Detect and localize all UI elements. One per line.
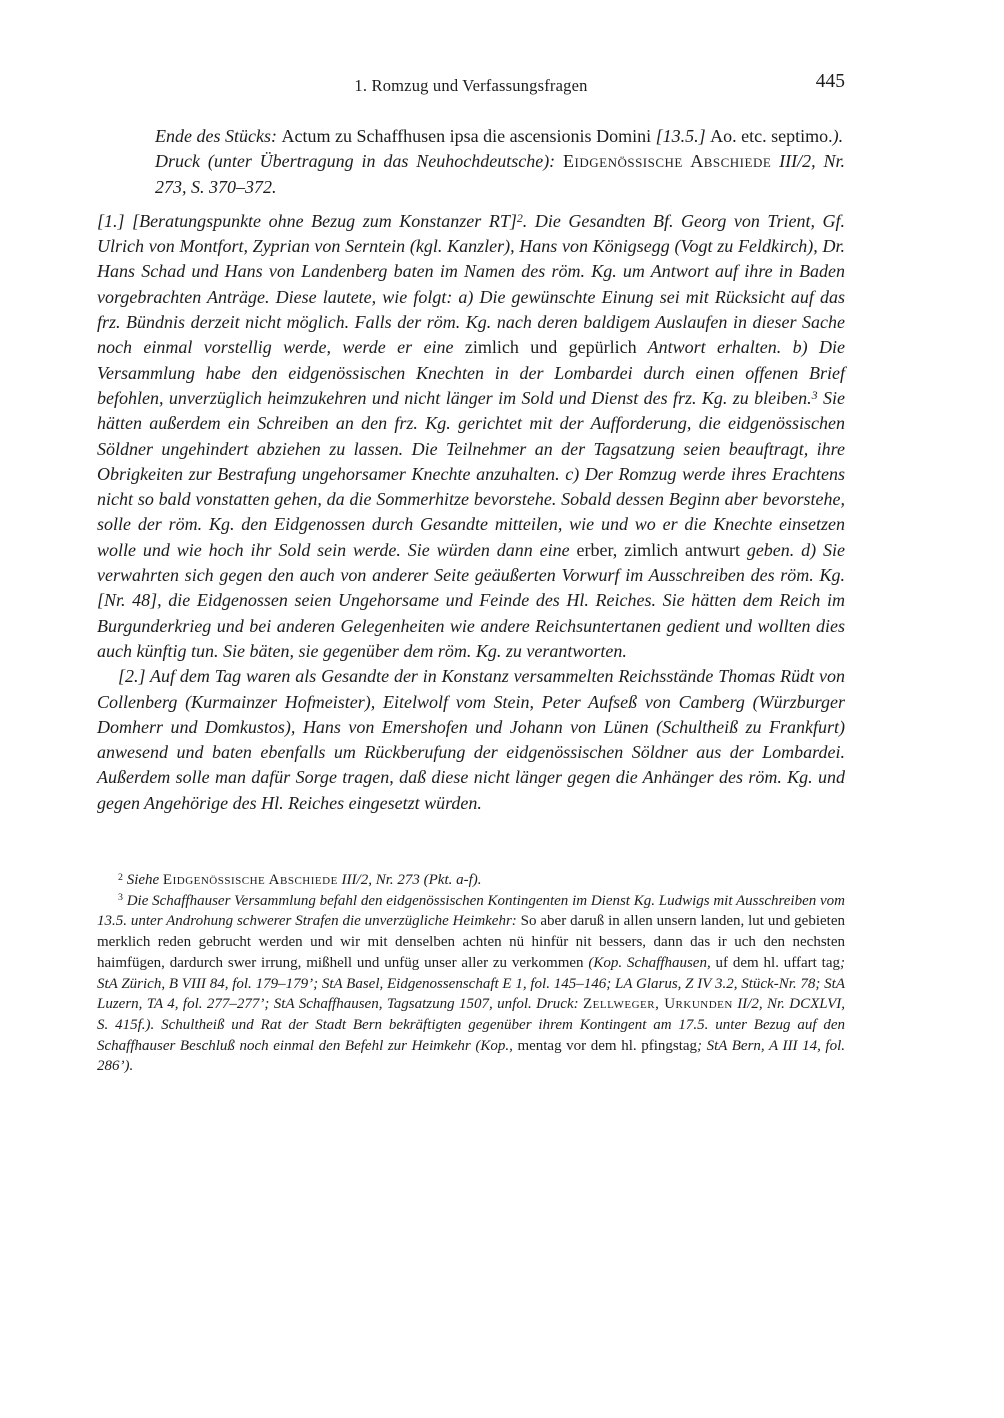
text-run: mentag vor dem hl. pfingstag bbox=[517, 1037, 698, 1054]
ende-des-stuecks-note bbox=[155, 124, 845, 149]
text-run: ; StA Zürich, B VIII 84, fol. 179–179’; StA Basel, Eidgenossenschaft E 1, fol. 145–146; LA Glarus, Z IV 3.2, Stück-Nr. 78; StA Luzern, TA 4, fol. 277–277’; StA Schaffhausen, Tagsatzung 1507, unfol. Druck: bbox=[97, 954, 845, 1013]
text-run: III/2, Nr. 273 (Pkt. a-f). bbox=[337, 872, 482, 889]
text-run: ). bbox=[832, 126, 844, 146]
abschnitt-1 bbox=[97, 209, 845, 664]
text-run: uf dem hl. uffart tag bbox=[715, 954, 840, 971]
text-run: Ao. etc. septimo. bbox=[710, 126, 833, 146]
text-run: So aber daruß in allen unsern landen, lut und gebieten merklich reden gebrucht werden und wir mit denselben achten nü hinfür nit bessers, dann das ir uch den nechsten haimfügen, dardurch swer irrung, mißhell und unfüg unser aller zu verkommen bbox=[97, 913, 845, 971]
text-run: zimlich und gepürlich bbox=[464, 337, 637, 358]
footnote-3 bbox=[97, 891, 845, 1077]
abschnitt-2 bbox=[97, 664, 845, 816]
main-text-block bbox=[97, 209, 845, 816]
text-run: II/2, Nr. DCXLVI, S. 415f.). Schultheiß und Rat der Stadt Bern bekräftigten gegenüber ihrem Kontingent am 17.5. unter Bezug auf den Schaffhauser Beschluß noch einmal den Befehl zur Heimkehr (Kop., bbox=[97, 996, 845, 1054]
text-run: ; StA Bern, A III 14, fol. 286’). bbox=[97, 1037, 845, 1075]
text-run: Druck (unter Übertragung in das Neuhochdeutsche): bbox=[155, 151, 564, 172]
running-header bbox=[97, 71, 845, 102]
text-run: 3 bbox=[118, 892, 123, 904]
text-run: Die Schaffhauser Versammlung befahl den eidgenössischen Kontingenten im Dienst Kg. Ludwigs mit Ausschreiben vom 13.5. unter Androhung schwerer Strafen die unverzügliche Heimkehr: bbox=[97, 892, 845, 930]
source-head-block bbox=[155, 124, 845, 200]
text-run: Eidgenössische Abschiede bbox=[563, 151, 772, 172]
text-run: geben. d) Sie verwahrten sich gegen den auch von anderer Seite geäußerten Vorwurf im Ausschreiben des röm. Kg. [Nr. 48], die Eidgenossen seien Ungehorsame und Feinde des Hl. Reiches. Sie hätten dem Reich im Burgunderkrieg und bei anderen Gelegenheiten wie andere Reichsuntertanen gedient und wollten dies auch künftig tun. Sie bäten, sie gegenüber dem röm. Kg. zu verantworten. bbox=[97, 539, 846, 661]
text-run: Actum zu Schaffhusen ipsa die ascensionis Domini bbox=[281, 126, 656, 146]
chapter-header: 1. Romzug und Verfassungsfragen bbox=[354, 76, 588, 95]
text-run: Sie hätten außerdem ein Schreiben an den frz. Kg. gerichtet mit der Aufforderung, die eidgenössischen Söldner ungehindert abziehen zu lassen. Die Teilnehmer an der Tagsatzung seien beauftragt, ihre Obrigkeiten zur Bestrafung ungehorsamer Knechte anzuhalten. c) Der Romzug werde ihres Erachtens nicht so bald vonstatten gehen, da die Sommerhitze bevorstehe. Sobald dessen Beginn aber bevorstehe, solle der röm. Kg. den Eidgenossen durch Gesandte mitteilen, wie und wo er die Knechte einsetzen wolle und wie hoch ihr Sold sein werde. Sie würden dann eine bbox=[97, 387, 845, 560]
text-run: . Die Gesandten Bf. Georg von Trient, Gf. Ulrich von Montfort, Zyprian von Serntein (kgl. Kanzler), Hans von Königsegg (Vogt zu Feldkirch), Dr. Hans Schad und Hans von Landenberg baten im Namen des röm. Kg. um Antwort auf ihre in Baden vorgebrachten Anträge. Diese lautete, wie folgt: a) Die gewünschte Einung sei mit Rücksicht auf das frz. Bündnis derzeit nicht möglich. Falls der röm. Kg. nach deren baldigem Auslaufen in dieser Sache noch einmal vorstellig werde, werde er eine bbox=[97, 210, 846, 358]
text-run: 2 bbox=[516, 210, 523, 225]
text-run: Ende des Stücks: bbox=[155, 126, 282, 146]
text-run: (Kop. Schaffhausen, bbox=[588, 954, 716, 971]
footnote-block bbox=[97, 870, 845, 1077]
text-run: Eidgenössische Abschiede bbox=[162, 872, 338, 889]
text-run: [2.] Auf dem Tag waren als Gesandte der in Konstanz versammelten Reichsstände Thomas Rüdt von Collenberg (Kurmainzer Hofmeister), Eitelwolf vom Stein, Peter Aufseß von Camberg (Würzburger Domherr und Domkustos), Hans von Emershofen und Johann von Lünen (Schultheiß zu Frankfurt) anwesend und baten ebenfalls um Rückberufung der eidgenössischen Söldner aus der Lombardei. Außerdem solle man dafür Sorge tragen, daß diese nicht länger gegen die Anhänger des röm. Kg. und gegen Angehörige des Hl. Reiches eingesetzt würden. bbox=[97, 666, 845, 813]
text-run: 3 bbox=[811, 387, 818, 402]
text-run: III/2, Nr. 273, S. 370–372. bbox=[155, 151, 845, 197]
text-run: Siehe bbox=[122, 872, 163, 889]
page-number: 445 bbox=[815, 71, 845, 92]
druck-nachweis bbox=[155, 149, 845, 200]
text-run: [1.] [Beratungspunkte ohne Bezug zum Konstanzer RT] bbox=[97, 210, 517, 231]
text-run: 2 bbox=[118, 871, 123, 883]
text-run: erber, zimlich antwurt bbox=[576, 539, 740, 560]
text-run: Antwort erhalten. b) Die Versammlung habe den eidgenössischen Knechten in der Lombardei durch einen offenen Brief befohlen, unverzüglich heimzukehren und nicht länger im Sold und Dienst des frz. Kg. zu bleiben. bbox=[97, 337, 845, 408]
text-run: Zellweger, Urkunden bbox=[582, 996, 733, 1013]
text-run: [13.5.] bbox=[655, 126, 711, 146]
footnote-2 bbox=[97, 870, 845, 891]
text-column bbox=[97, 71, 846, 1077]
